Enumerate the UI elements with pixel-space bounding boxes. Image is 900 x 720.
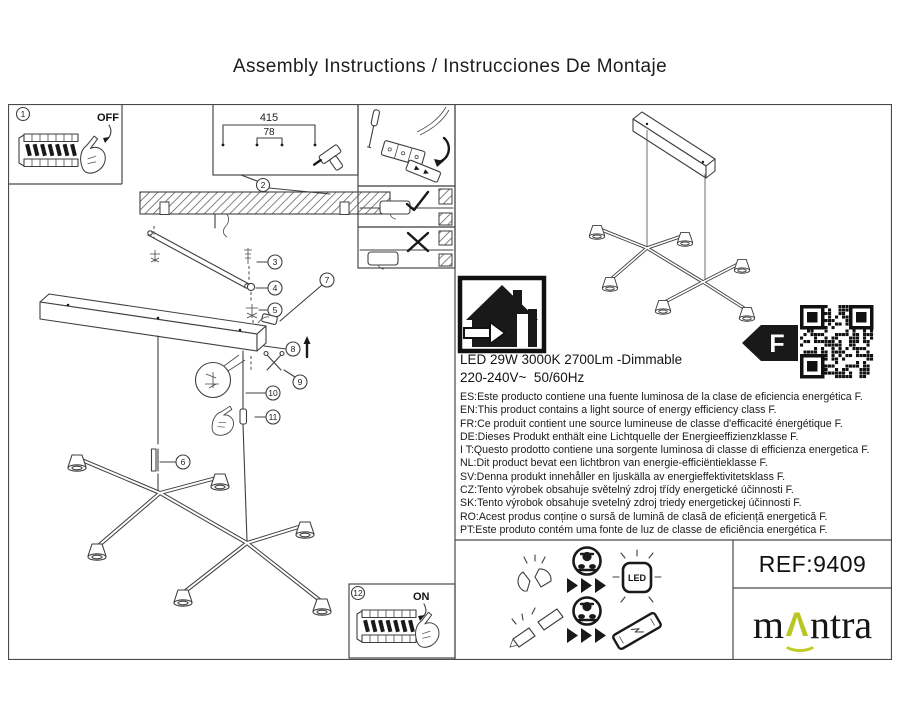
qualified-person-icon	[574, 548, 601, 575]
check-mark	[407, 192, 428, 210]
brand-text-post: ntra	[809, 601, 873, 647]
mantra-logo	[733, 588, 892, 660]
svg-text:2: 2	[260, 180, 266, 190]
ceiling-section	[140, 192, 390, 237]
callout-12	[352, 587, 365, 600]
qualified-person-icon	[574, 598, 601, 625]
svg-text:10: 10	[268, 388, 278, 398]
indoor-use-icon	[460, 278, 544, 351]
page-title: Assembly Instructions / Instrucciones De Montaje	[232, 56, 668, 77]
connector-box	[368, 252, 398, 265]
hand-icon	[209, 403, 238, 439]
lang-line-de: DE:Dieses Produkt enthält eine Lichtquelle der Energieeffizienzklasse F.	[460, 430, 799, 443]
then-arrows-icon	[567, 578, 606, 593]
svg-text:6: 6	[180, 457, 186, 467]
svg-text:7: 7	[324, 275, 330, 285]
panel-step1-power-off	[17, 108, 120, 174]
svg-text:12: 12	[353, 588, 363, 598]
callout-4	[256, 281, 282, 295]
callout-1	[17, 108, 30, 121]
connector-box	[380, 201, 410, 214]
mounting-rail	[148, 226, 249, 288]
svg-text:8: 8	[290, 344, 296, 354]
spotlight-cone	[602, 277, 617, 291]
lang-line-es: ES:Este producto contiene una fuente luminosa de la clase de eficiencia energética F.	[460, 391, 863, 403]
spotlight-cone	[589, 225, 604, 239]
magnifier-detail	[196, 355, 246, 398]
lang-line-sk: SK:Tento výrobok obsahuje svetelný zdroj triedy energetickej účinnosti F.	[460, 497, 802, 510]
cable-gripper-detail	[209, 403, 246, 439]
svg-text:9: 9	[297, 377, 303, 387]
callout-10	[246, 386, 280, 400]
callout-6	[160, 455, 190, 469]
mains-wires	[417, 107, 449, 135]
driver-box-icon	[612, 612, 662, 650]
lang-line-cz: CZ:Tento výrobek obsahuje světelný zdroj třídy energetické účinnosti F.	[460, 484, 794, 497]
rotate-arrow	[439, 138, 449, 162]
lang-line-sv: SV:Denna produkt innehåller en ljuskälla av energieffektivitetsklass F.	[460, 470, 786, 483]
on-label: ON	[413, 591, 430, 603]
svg-text:3: 3	[272, 257, 278, 267]
callout-11	[255, 410, 280, 424]
legend-replace-led	[518, 548, 661, 603]
spotlight-cone	[211, 474, 229, 490]
brand-text-pre: m	[752, 601, 784, 647]
callout-3	[257, 255, 282, 269]
spotlight-cone	[174, 590, 192, 606]
svg-text:5: 5	[272, 305, 278, 315]
energy-class-letter: F	[769, 330, 785, 358]
spotlight-cone	[88, 544, 106, 560]
spotlight-cone	[677, 232, 692, 246]
spotlight-cone	[68, 455, 86, 471]
broken-driver-icon	[510, 608, 563, 647]
spotlight-cone	[296, 522, 314, 538]
svg-text:LED: LED	[628, 573, 646, 583]
washer-icon	[247, 283, 254, 290]
rod-part	[152, 449, 157, 471]
outer-dimension: 415	[259, 112, 279, 124]
brand-arc-icon	[782, 632, 818, 652]
lang-line-pt: PT:Este produto contém uma fonte de luz de classe de eficiência energética F.	[460, 523, 828, 536]
spotlight-cone	[655, 300, 670, 314]
circuit-breaker-icon	[19, 134, 78, 167]
screwdriver-icon	[366, 109, 380, 147]
svg-text:11: 11	[268, 412, 278, 422]
callout-9	[251, 352, 307, 390]
suspension-cables	[152, 336, 248, 541]
callout-2	[241, 175, 330, 194]
spotlight-cone	[739, 307, 754, 321]
anchor-icon-left	[150, 250, 160, 262]
reference-number: REF:9409	[758, 550, 867, 577]
callout-7	[280, 273, 334, 321]
lang-line-it: I T:Questo prodotto contiene una sorgente luminosa di classe di efficienza energetica F.	[460, 444, 870, 457]
panel-wrong-mounting	[360, 231, 453, 269]
spec-line-voltage: 220-240V~ 50/60Hz	[460, 370, 585, 385]
panel-step12-power-on	[352, 587, 439, 648]
lang-line-fr: FR:Ce produit contient une source lumineuse de classe d'efficacité énergétique F.	[460, 417, 843, 430]
broken-led-icon	[518, 555, 551, 591]
terminal-block-icon	[381, 140, 426, 166]
lang-line-ro: RO:Acest produs conține o sursă de lumină de clasă de eficiență energetică F.	[460, 510, 828, 523]
wire-icon	[223, 214, 228, 237]
scissors-icon	[264, 352, 284, 371]
cross-mark	[408, 233, 428, 251]
panel-step2-drilling	[222, 112, 349, 179]
callout-8	[264, 336, 311, 357]
svg-text:4: 4	[272, 283, 278, 293]
ceiling-canopy	[40, 294, 266, 351]
lang-line-nl: NL:Dit product bevat een lichtbron van energie-efficiëntieklasse F.	[460, 457, 768, 470]
circuit-breaker-icon	[357, 610, 416, 643]
off-label: OFF	[97, 112, 119, 124]
hand-icon	[81, 136, 106, 173]
spec-line-power: LED 29W 3000K 2700Lm -Dimmable	[460, 352, 683, 367]
panel-wiring	[366, 107, 449, 183]
screw-icon	[212, 214, 218, 228]
screw-icon	[244, 248, 252, 264]
fixture-cross-arms	[68, 455, 331, 615]
then-arrows-icon	[567, 628, 606, 643]
svg-text:1: 1	[20, 109, 26, 119]
spotlight-cone	[734, 259, 749, 273]
inner-dimension: 78	[263, 127, 275, 138]
energy-language-list	[460, 391, 890, 537]
led-lamp-icon	[613, 550, 661, 602]
assembled-fixture-view	[589, 112, 754, 321]
drill-icon	[312, 144, 349, 179]
lang-line-en: EN:This product contains a light source of energy efficiency class F.	[460, 404, 777, 417]
legend-replace-driver	[510, 598, 662, 650]
brand-caret: Λ	[785, 605, 809, 644]
anchor-icon-right	[246, 304, 258, 318]
spotlight-cone	[313, 599, 331, 615]
